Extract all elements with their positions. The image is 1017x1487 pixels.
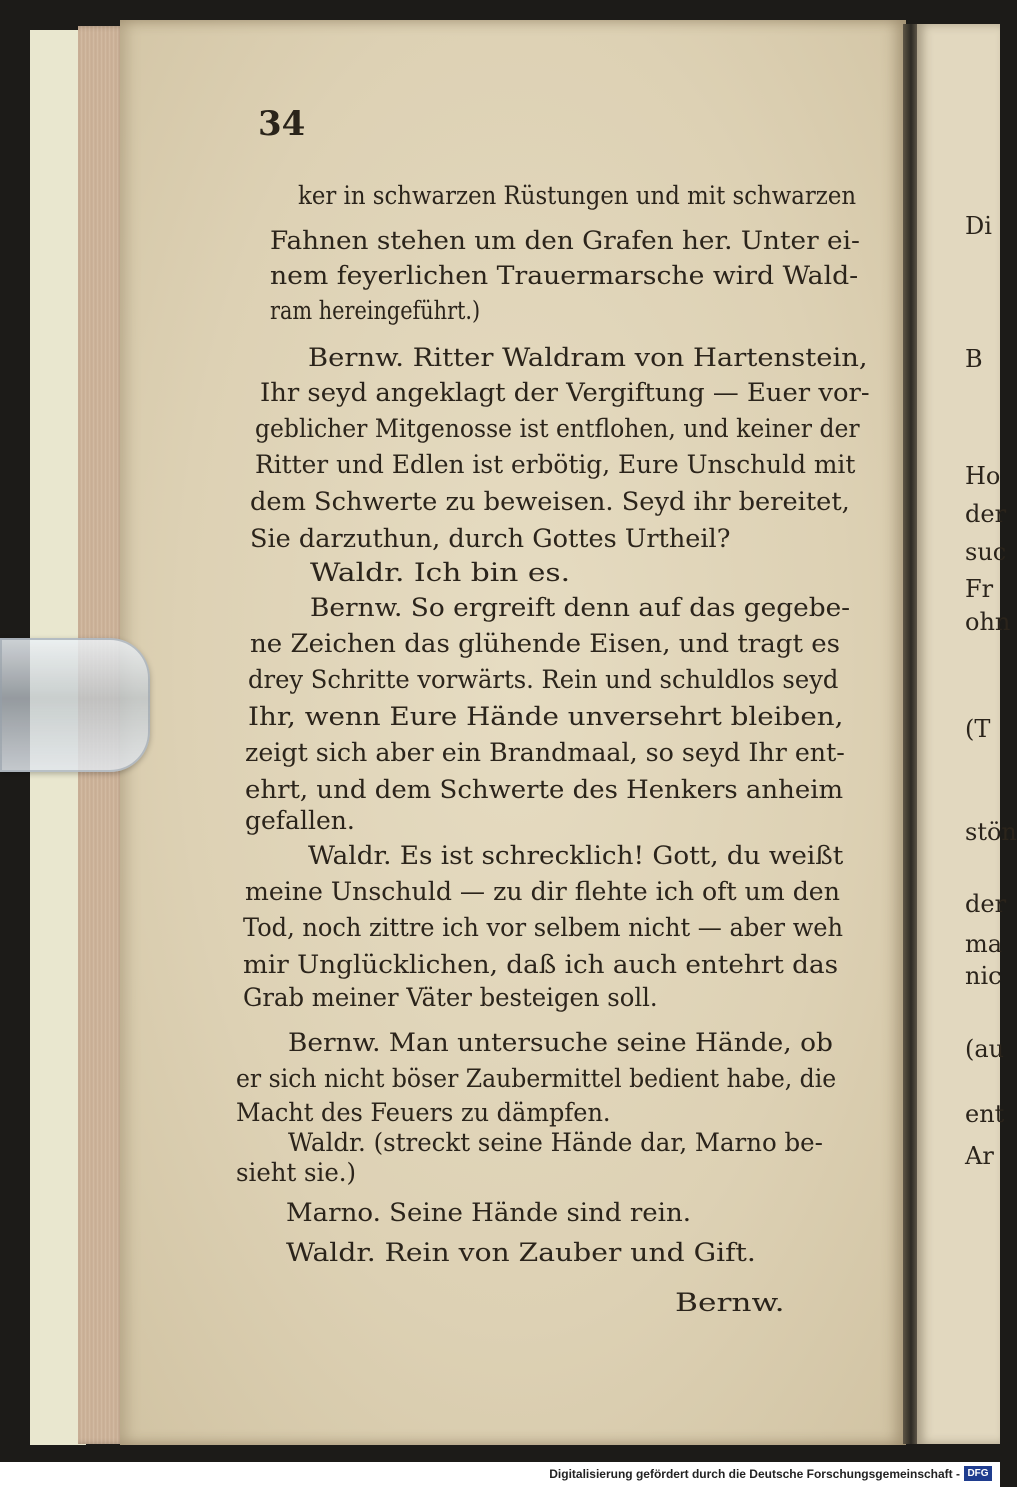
text-line: Ihr seyd angeklagt der Vergiftung — Euer vor-	[260, 378, 870, 407]
facing-page-fragment: Di	[965, 212, 992, 240]
text-line: Waldr. Ich bin es.	[310, 558, 571, 587]
text-line: ram hereingeführt.)	[270, 296, 481, 325]
text-line: Bernw. So ergreift denn auf das gegebe-	[310, 593, 851, 622]
text-line: Ihr, wenn Eure Hände unversehrt bleiben,	[248, 702, 844, 731]
text-line: Fahnen stehen um den Grafen her. Unter ei-	[270, 226, 860, 255]
text-line: Marno. Seine Hände sind rein.	[286, 1198, 692, 1227]
facing-page-fragment: (T	[965, 715, 991, 743]
text-line: Waldr. (streckt seine Hände dar, Marno be-	[288, 1128, 823, 1157]
facing-page-fragment: Ar	[965, 1142, 994, 1170]
page-holder-clip	[0, 638, 150, 772]
facing-page-fragment: ohn	[965, 608, 1011, 636]
facing-page-fragment: stön	[965, 818, 1017, 846]
text-line: Macht des Feuers zu dämpfen.	[236, 1098, 611, 1127]
facing-page-fragment: Fr	[965, 575, 994, 603]
text-line: meine Unschuld — zu dir flehte ich oft um den	[245, 877, 840, 906]
facing-page-fragment: ma	[965, 930, 1003, 958]
text-line: Ritter und Edlen ist erbötig, Eure Unschuld mit	[255, 450, 856, 479]
facing-page-fragment: der	[965, 890, 1007, 918]
text-line: Sie darzuthun, durch Gottes Urtheil?	[250, 524, 731, 553]
text-line: Waldr. Rein von Zauber und Gift.	[286, 1238, 756, 1267]
text-line: er sich nicht böser Zaubermittel bedient habe, die	[236, 1064, 837, 1093]
dfg-logo: DFG	[964, 1466, 992, 1481]
facing-page-fragment: ent	[965, 1100, 1005, 1128]
text-line: sieht sie.)	[236, 1158, 357, 1187]
text-line: ne Zeichen das glühende Eisen, und tragt es	[250, 629, 841, 658]
facing-page-fragment: B	[965, 345, 983, 373]
facing-page-fragment: suc	[965, 538, 1007, 566]
text-line: gefallen.	[245, 806, 355, 835]
facing-page-fragment: nic	[965, 962, 1002, 990]
text-line: drey Schritte vorwärts. Rein und schuldlos seyd	[248, 665, 839, 694]
page-number: 34	[258, 104, 306, 144]
text-line: ehrt, und dem Schwerte des Henkers anheim	[245, 775, 844, 804]
text-line: Bernw. Ritter Waldram von Hartenstein,	[308, 343, 868, 372]
text-line: nem feyerlichen Trauermarsche wird Wald-	[270, 261, 859, 290]
facing-page-fragment: Ho	[965, 462, 1001, 490]
text-line: mir Unglücklichen, daß ich auch entehrt das	[243, 950, 839, 979]
facing-page-fragment: der	[965, 500, 1007, 528]
text-line: Waldr. Es ist schrecklich! Gott, du weißt	[308, 841, 844, 870]
text-line: Grab meiner Väter besteigen soll.	[243, 983, 658, 1012]
footer-credit: Digitalisierung gefördert durch die Deutsche Forschungsgemeinschaft -	[549, 1467, 960, 1481]
text-line: zeigt sich aber ein Brandmaal, so seyd Ihr ent-	[245, 738, 845, 767]
text-line: Bernw. Man untersuche seine Hände, ob	[288, 1028, 833, 1057]
text-line: dem Schwerte zu beweisen. Seyd ihr bereitet,	[250, 487, 850, 516]
text-line: Bernw.	[675, 1288, 785, 1317]
text-line: ker in schwarzen Rüstungen und mit schwarzen	[298, 181, 857, 210]
facing-page-fragment: (au	[965, 1035, 1005, 1063]
text-line: Tod, noch zittre ich vor selbem nicht — aber weh	[243, 913, 844, 942]
text-line: geblicher Mitgenosse ist entflohen, und keiner der	[255, 414, 860, 443]
